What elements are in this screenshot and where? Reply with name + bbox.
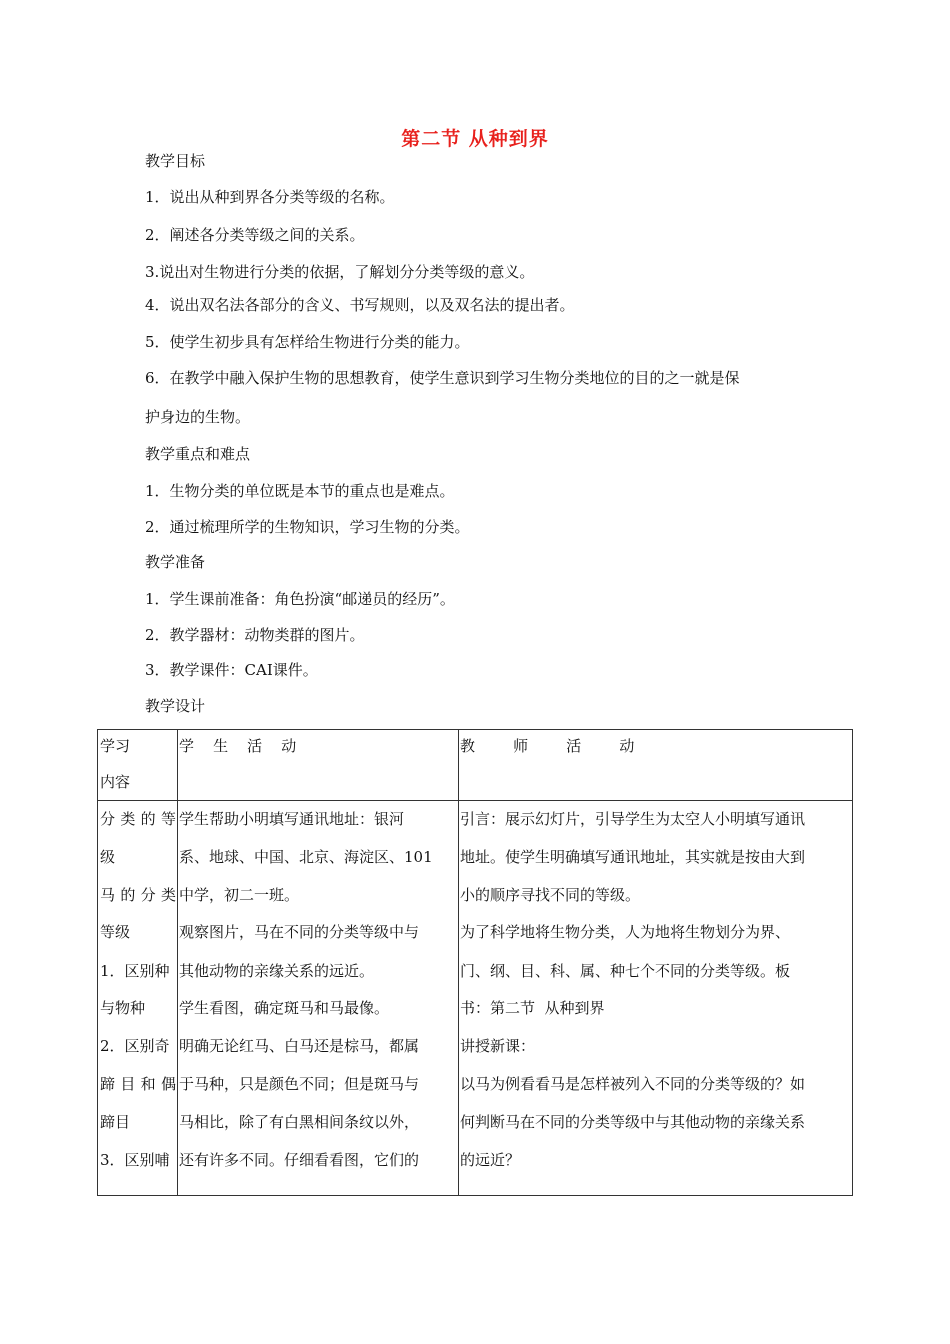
objective-item-continued: 护身边的生物。 xyxy=(145,408,251,426)
preparation-item: 3．教学课件：CAI课件。 xyxy=(145,661,318,679)
objective-item: 3.说出对生物进行分类的依据，了解划分分类等级的意义。 xyxy=(145,263,535,281)
student-activity-line: 学生看图，确定斑马和马最像。 xyxy=(179,999,390,1017)
objective-item: 4．说出双名法各部分的含义、书写规则，以及双名法的提出者。 xyxy=(145,296,575,314)
student-activity-line: 马相比，除了有白黑相间条纹以外， xyxy=(179,1113,420,1131)
objective-item: 5．使学生初步具有怎样给生物进行分类的能力。 xyxy=(145,333,470,351)
section-heading-preparation: 教学准备 xyxy=(145,553,206,571)
teacher-activity-line: 小的顺序寻找不同的等级。 xyxy=(460,886,641,904)
student-activity-line: 其他动物的亲缘关系的远近。 xyxy=(179,962,375,980)
section-heading-objectives: 教学目标 xyxy=(145,152,206,170)
content-cell-line: 马的分类 xyxy=(100,886,176,904)
objective-item: 1．说出从种到界各分类等级的名称。 xyxy=(145,188,395,206)
student-activity-line: 明确无论红马、白马还是棕马，都属 xyxy=(179,1037,420,1055)
content-cell-line: 2．区别奇 xyxy=(100,1037,170,1055)
student-activity-line: 学生帮助小明填写通讯地址：银河 xyxy=(179,810,405,828)
section-heading-design: 教学设计 xyxy=(145,697,206,715)
teacher-activity-line: 地址。使学生明确填写通讯地址，其实就是按由大到 xyxy=(460,848,806,866)
key-point-item: 1．生物分类的单位既是本节的重点也是难点。 xyxy=(145,482,455,500)
teacher-activity-line: 书：第二节 从种到界 xyxy=(460,999,605,1017)
content-cell-line: 1．区别种 xyxy=(100,962,170,980)
page-title: 第二节 从种到界 xyxy=(401,128,549,150)
header-teacher-activity: 教 师 活 动 xyxy=(460,737,635,755)
content-cell-line: 3．区别哺 xyxy=(100,1151,170,1169)
key-point-item: 2．通过梳理所学的生物知识，学习生物的分类。 xyxy=(145,518,470,536)
content-cell-line: 级 xyxy=(100,848,116,866)
content-cell-line: 分类的等 xyxy=(100,810,176,828)
teacher-activity-line: 引言：展示幻灯片，引导学生为太空人小明填写通讯 xyxy=(460,810,806,828)
content-cell-line: 与物种 xyxy=(100,999,146,1017)
student-activity-line: 于马种，只是颜色不同；但是斑马与 xyxy=(179,1075,420,1093)
teacher-activity-line: 何判断马在不同的分类等级中与其他动物的亲缘关系 xyxy=(460,1113,806,1131)
teacher-activity-line: 门、纲、目、科、属、种七个不同的分类等级。板 xyxy=(460,962,791,980)
teacher-activity-line: 的远近？ xyxy=(460,1151,521,1169)
objective-item: 6．在教学中融入保护生物的思想教育，使学生意识到学习生物分类地位的目的之一就是保 xyxy=(145,369,740,387)
table-header-divider xyxy=(98,800,852,801)
student-activity-line: 中学，初二一班。 xyxy=(179,886,300,904)
objective-item: 2．阐述各分类等级之间的关系。 xyxy=(145,226,365,244)
teacher-activity-line: 以马为例看看马是怎样被列入不同的分类等级的？如 xyxy=(460,1075,806,1093)
header-student-activity: 学 生 活 动 xyxy=(179,737,297,755)
preparation-item: 2．教学器材：动物类群的图片。 xyxy=(145,626,365,644)
teacher-activity-line: 为了科学地将生物分类，人为地将生物划分为界、 xyxy=(460,923,791,941)
teaching-design-table xyxy=(97,729,853,1196)
content-cell-line: 等级 xyxy=(100,923,131,941)
header-content-line: 内容 xyxy=(100,773,131,791)
preparation-item: 1．学生课前准备：角色扮演“邮递员的经历”。 xyxy=(145,590,455,608)
student-activity-line: 还有许多不同。仔细看看图，它们的 xyxy=(179,1151,420,1169)
section-heading-key-points: 教学重点和难点 xyxy=(145,445,251,463)
teacher-activity-line: 讲授新课： xyxy=(460,1037,536,1055)
content-cell-line: 蹄目 xyxy=(100,1113,131,1131)
content-cell-line: 蹄目和偶 xyxy=(100,1075,176,1093)
student-activity-line: 系、地球、中国、北京、海淀区、101 xyxy=(179,848,433,866)
header-content-line: 学习 xyxy=(100,737,131,755)
student-activity-line: 观察图片，马在不同的分类等级中与 xyxy=(179,923,420,941)
